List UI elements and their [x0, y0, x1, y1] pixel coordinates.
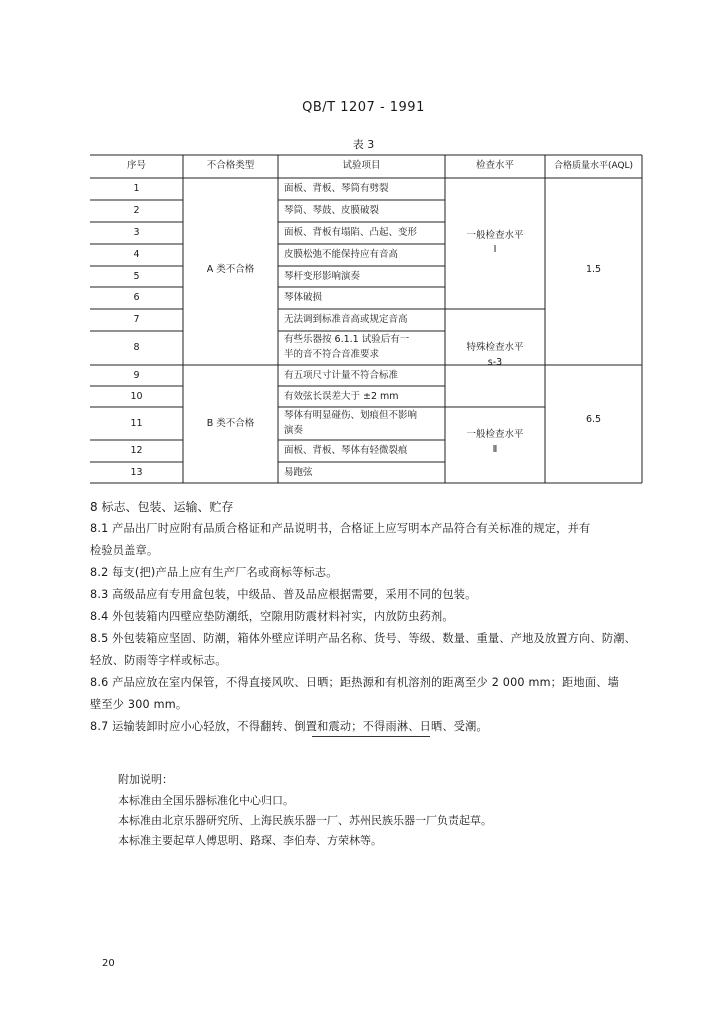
note-line: 本标准由全国乐器标准化中心归口。 [118, 794, 294, 807]
test-item: 琴筒、琴鼓、皮膜破裂 [284, 205, 380, 216]
test-item: 面板、背板有塌陷、凸起、变形 [284, 227, 418, 238]
row-number: 10 [130, 391, 143, 402]
notes-title: 附加说明： [118, 773, 173, 786]
row-number: 2 [133, 205, 140, 216]
type-b-label: B 类不合格 [206, 418, 255, 429]
row-number: 11 [130, 418, 143, 429]
test-item: 易跑弦 [284, 467, 313, 478]
test-item: 琴体有明显碰伤、划痕但不影响 [284, 410, 418, 421]
test-item: 琴体破损 [284, 292, 323, 303]
paragraph: 轻放、防雨等字样或标志。 [90, 654, 227, 667]
row-number: 4 [133, 249, 140, 260]
inspection-level: 一般检查水平 [466, 429, 524, 440]
row-number: 8 [133, 342, 140, 353]
inspection-level-grade: Ⅱ [492, 444, 498, 455]
row-number: 9 [133, 370, 140, 381]
row-number: 12 [130, 445, 143, 456]
test-item: 有效弦长误差大于 ±2 mm [284, 391, 399, 402]
test-item: 演奏 [284, 425, 304, 436]
row-number: 13 [130, 467, 143, 478]
paragraph: 检验员盖章。 [90, 544, 159, 557]
row-number: 3 [133, 227, 140, 238]
inspection-level: 一般检查水平 [466, 230, 524, 241]
test-item: 有些乐器按 6.1.1 试验后有一 [284, 334, 410, 345]
inspection-level-grade: Ⅰ [493, 244, 497, 255]
paragraph: 8.1 产品出厂时应附有品质合格证和产品说明书，合格证上应写明本产品符合有关标准的规定，并有 [90, 522, 591, 535]
test-item: 有五项尺寸计量不符合标准 [284, 370, 399, 381]
test-item: 半的音不符合音准要求 [284, 349, 380, 360]
row-number: 1 [133, 183, 140, 194]
divider [312, 736, 430, 737]
paragraph: 8.2 每支(把)产品上应有生产厂名或商标等标志。 [90, 566, 338, 579]
paragraph: 8.4 外包装箱内四壁应垫防潮纸，空隙用防震材料衬实，内放防虫药剂。 [90, 610, 454, 623]
page-number: 20 [102, 958, 115, 969]
row-number: 7 [133, 314, 140, 325]
inspection-level: 特殊检查水平 [466, 342, 524, 353]
test-item: 无法调到标准音高或规定音高 [284, 314, 408, 325]
col-header-item: 试验项目 [342, 160, 381, 171]
paragraph: 8.7 运输装卸时应小心轻放，不得翻转、倒置和震动；不得雨淋、日晒、受潮。 [90, 720, 488, 733]
standard-number: QB/T 1207 - 1991 [302, 100, 425, 115]
row-number: 6 [133, 292, 140, 303]
test-item: 面板、背板、琴体有轻微裂痕 [284, 445, 408, 456]
col-header-aql: 合格质量水平(AQL) [553, 161, 634, 171]
paragraph: 8.6 产品应放在室内保管，不得直接风吹、日晒；距热源和有机溶剂的距离至少 2 000 mm；距地面、墙 [90, 676, 619, 689]
paragraph: 8.5 外包装箱应坚固、防潮，箱体外壁应详明产品名称、货号、等级、数量、重量、产地及放置方向、防潮、 [90, 632, 636, 645]
note-line: 本标准由北京乐器研究所、上海民族乐器一厂、苏州民族乐器一厂负责起草。 [118, 814, 492, 827]
col-header-number: 序号 [126, 160, 146, 171]
paragraph: 8.3 高级品应有专用盒包装，中级品、普及品应根据需要，采用不同的包装。 [90, 588, 477, 601]
type-a-label: A 类不合格 [206, 264, 255, 275]
paragraph: 壁至少 300 mm。 [90, 698, 188, 711]
col-header-type: 不合格类型 [206, 160, 255, 171]
col-header-level: 检查水平 [475, 160, 514, 171]
test-item: 面板、背板、琴筒有劈裂 [284, 183, 389, 194]
aql-value-b: 6.5 [585, 414, 602, 425]
aql-value-a: 1.5 [585, 264, 602, 275]
test-item: 琴杆变形影响演奏 [284, 271, 361, 282]
section-title: 8 标志、包装、运输、贮存 [90, 500, 234, 514]
test-item: 皮膜松弛不能保持应有音高 [284, 249, 399, 260]
table-caption: 表 3 [352, 138, 375, 151]
inspection-level-grade: s-3 [487, 357, 503, 368]
note-line: 本标准主要起草人傅思明、路琛、李伯寿、方荣林等。 [118, 834, 382, 847]
row-number: 5 [133, 271, 140, 282]
